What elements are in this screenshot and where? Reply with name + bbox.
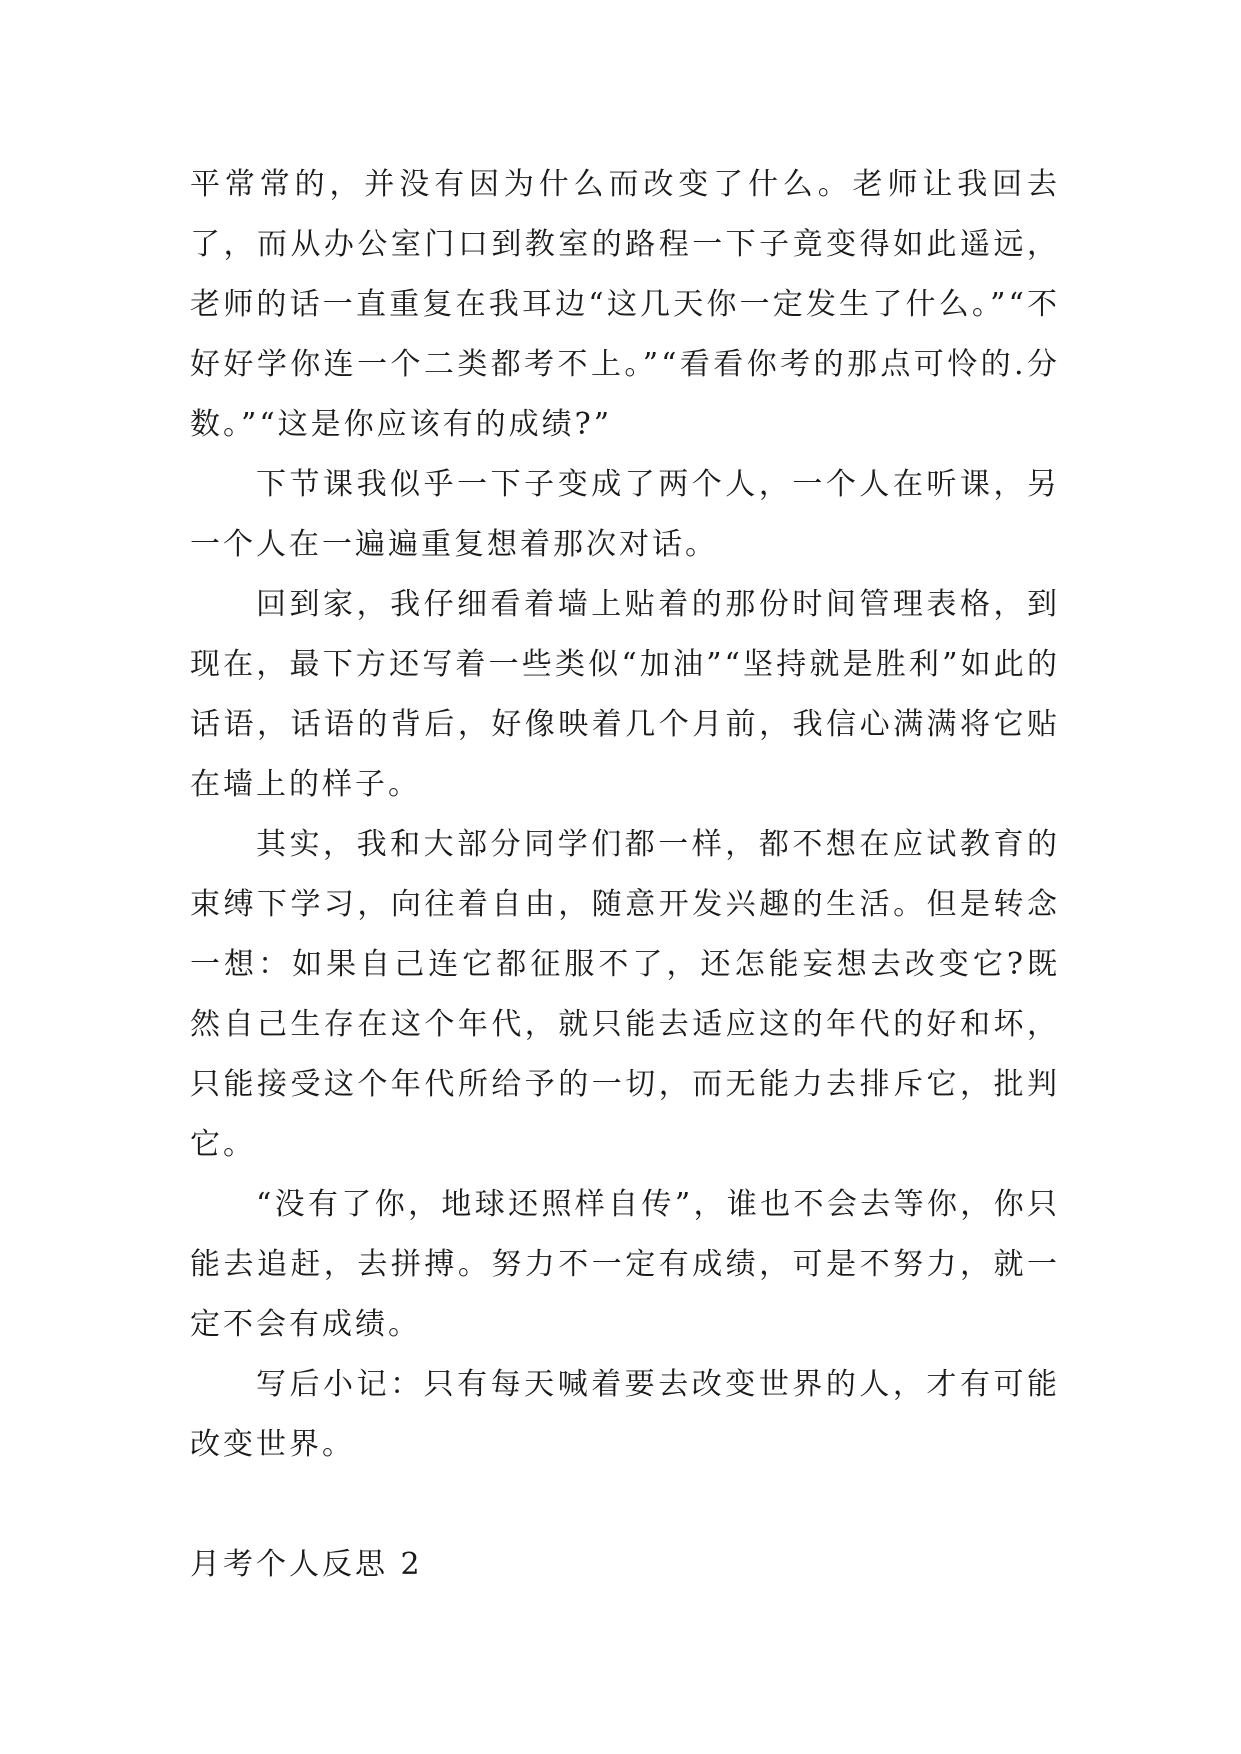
- paragraph: 平常常的，并没有因为什么而改变了什么。老师让我回去了，而从办公室门口到教室的路程一下子竟变得如此遥远，老师的话一直重复在我耳边“这几天你一定发生了什么。”“不好好学你连一个二类都考不上。”“看看你考的那点可怜的.分数。”“这是你应该有的成绩?”: [190, 167, 1060, 442]
- paragraph: 回到家，我仔细看着墙上贴着的那份时间管理表格，到现在，最下方还写着一些类似“加油”“坚持就是胜利”如此的话语，话语的背后，好像映着几个月前，我信心满满将它贴在墙上的样子。: [190, 587, 1060, 802]
- section-heading: 月考个人反思 2: [190, 1547, 423, 1582]
- paragraph: 写后小记：只有每天喊着要去改变世界的人，才有可能改变世界。: [190, 1367, 1060, 1462]
- document-body: [190, 155, 1060, 1595]
- paragraph: 下节课我似乎一下子变成了两个人，一个人在听课，另一个人在一遍遍重复想着那次对话。: [190, 467, 1060, 562]
- paragraph: “没有了你，地球还照样自传”，谁也不会去等你，你只能去追赶，去拼搏。努力不一定有成绩，可是不努力，就一定不会有成绩。: [190, 1187, 1060, 1342]
- paragraph: 其实，我和大部分同学们都一样，都不想在应试教育的束缚下学习，向往着自由，随意开发兴趣的生活。但是转念一想：如果自己连它都征服不了，还怎能妄想去改变它?既然自己生存在这个年代，就只能去适应这的年代的好和坏，只能接受这个年代所给予的一切，而无能力去排斥它，批判它。: [190, 827, 1060, 1162]
